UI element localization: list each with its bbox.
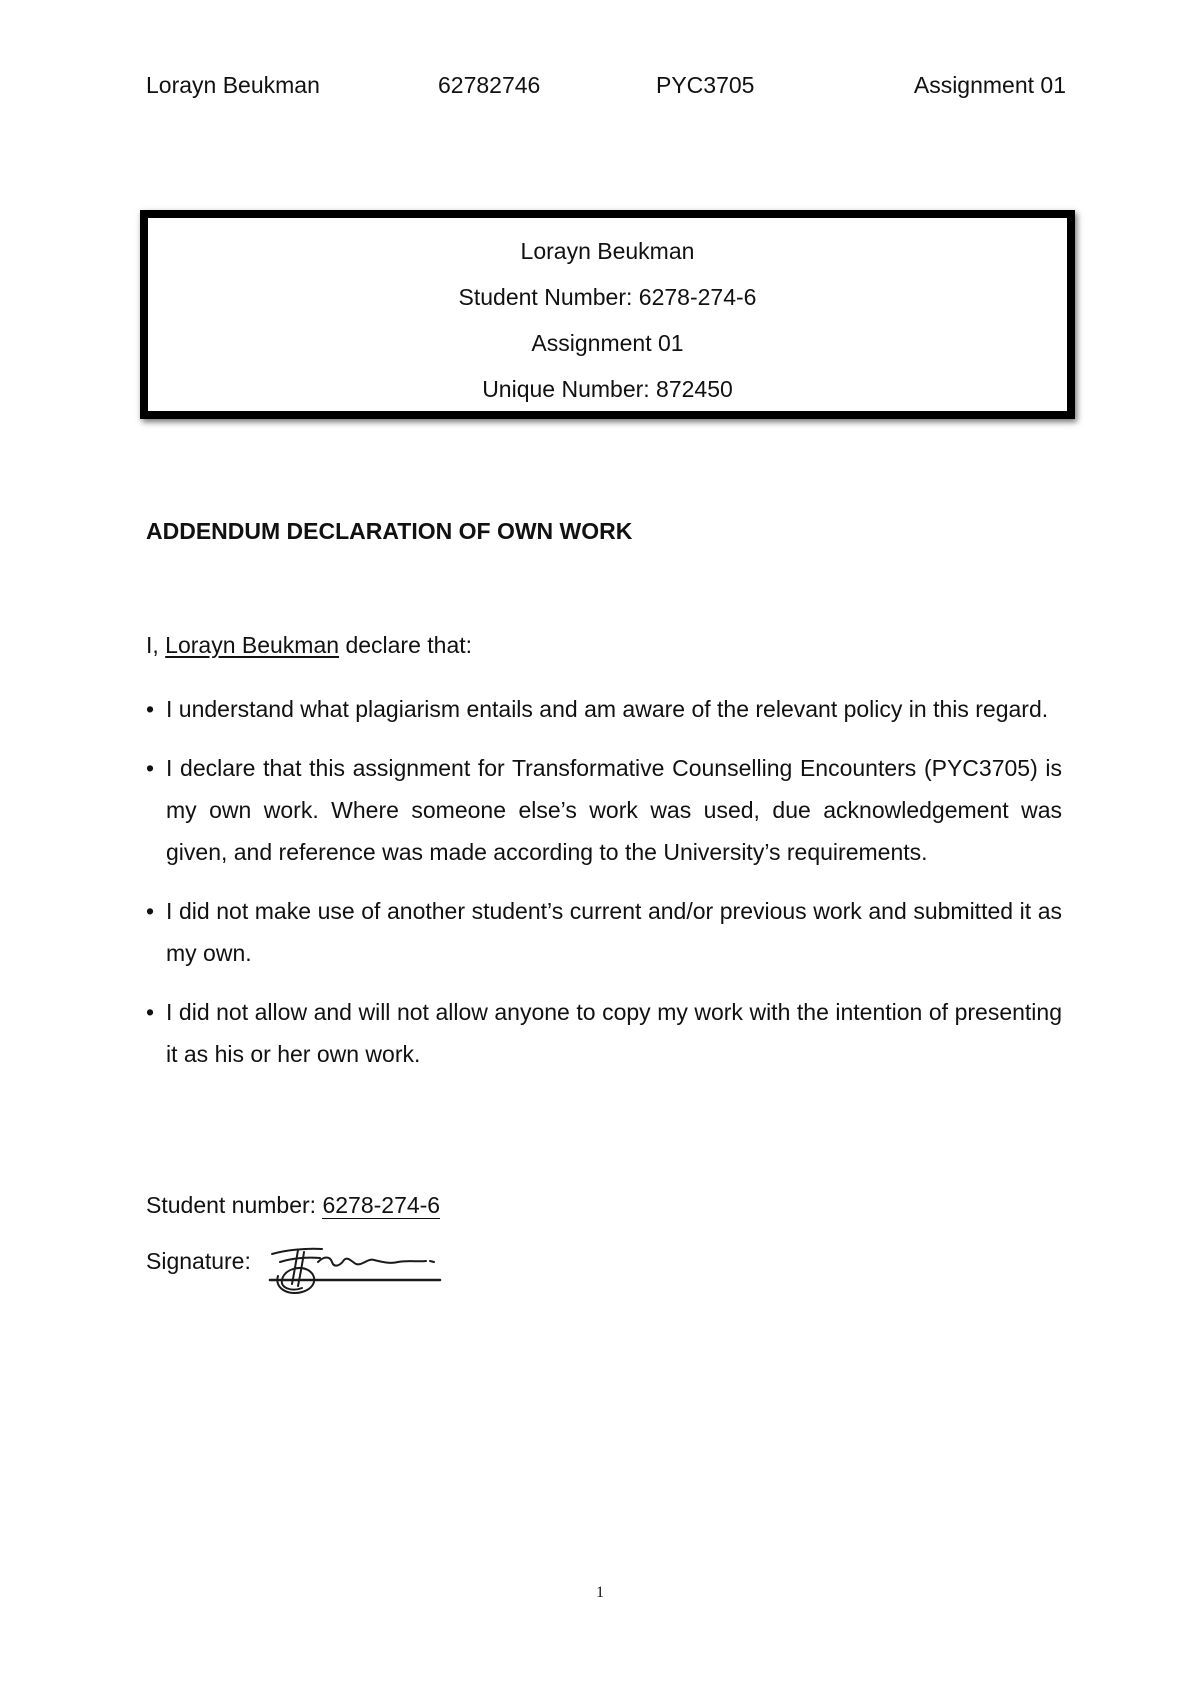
bullet-icon: • (146, 696, 155, 722)
list-item-text: I did not make use of another student’s current and/or previous work and submitted it as my own. (166, 898, 1062, 966)
intro-suffix: declare that: (339, 632, 473, 658)
bullet-icon: • (146, 999, 155, 1025)
cover-student-number: Student Number: 6278-274-6 (458, 284, 757, 310)
header-assignment: Assignment 01 (913, 72, 1066, 98)
list-item-text: I understand what plagiarism entails and am aware of the relevant policy in this regard. (166, 696, 1049, 722)
list-item-text: I did not allow and will not allow anyone to copy my work with the intention of presenting it as his or her own work. (166, 999, 1062, 1067)
header-student-name: Lorayn Beukman (146, 72, 320, 98)
list-item (146, 991, 1062, 1075)
student-number-label: Student number: (146, 1192, 323, 1218)
intro-name: Lorayn Beukman (165, 632, 340, 658)
list-item (146, 688, 1062, 730)
intro-prefix: I, (146, 632, 166, 658)
cover-assignment: Assignment 01 (531, 330, 684, 356)
page-number: 1 (596, 1584, 604, 1601)
list-item (146, 747, 1062, 873)
header-course-code: PYC3705 (656, 72, 755, 98)
declaration-intro (146, 632, 472, 659)
page-header (146, 72, 1066, 102)
cover-name: Lorayn Beukman (520, 238, 695, 264)
signature-line (146, 1248, 466, 1308)
declaration-list (146, 688, 1062, 1092)
list-item (146, 890, 1062, 974)
cover-unique-number: Unique Number: 872450 (482, 376, 733, 402)
signature-label: Signature: (146, 1248, 251, 1274)
student-number-line (146, 1192, 440, 1219)
header-student-number: 62782746 (438, 72, 541, 98)
bullet-icon: • (146, 755, 155, 781)
bullet-icon: • (146, 898, 155, 924)
student-number-value: 6278-274-6 (322, 1192, 441, 1218)
signature-image (258, 1232, 448, 1302)
list-item-text: I declare that this assignment for Transformative Counselling Encounters (PYC3705) is my own work. Where someone else’s work was used, due acknowledgement was given, and reference was made according to the University’s requirements. (166, 755, 1062, 865)
declaration-title: ADDENDUM DECLARATION OF OWN WORK (146, 518, 633, 544)
cover-box (140, 210, 1075, 419)
